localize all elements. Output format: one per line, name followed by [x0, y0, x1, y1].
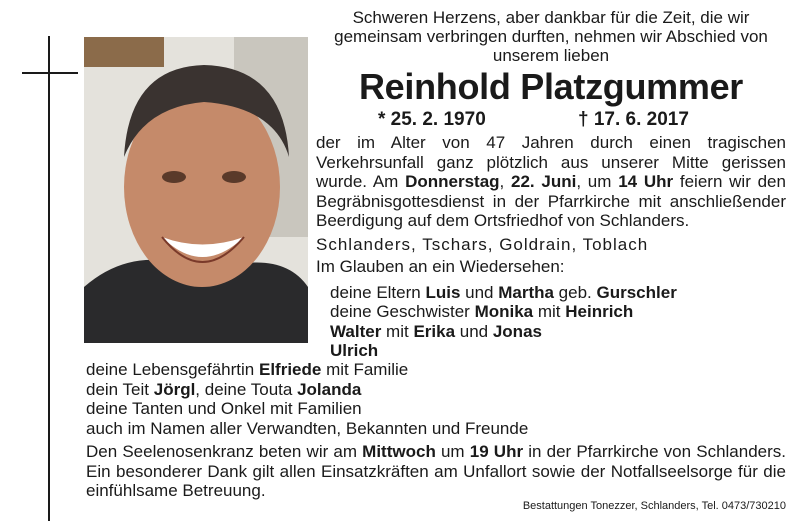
family-list [330, 283, 786, 361]
funeral-home-footer: Bestattungen Tonezzer, Schlanders, Tel. 0473/730210 [522, 500, 786, 512]
intro-text: Schweren Herzens, aber dankbar für die Zeit, die wir gemeinsam verbringen durften, nehmen wir Abschied von unserem lieben [334, 8, 768, 65]
announcement-paragraph: der im Alter von 47 Jahren durch einen tragischen Verkehrsunfall ganz plötzlich aus unserer Mitte gerissen wurde. Am Donnerstag, 22. Juni, um 14 Uhr feiern wir den Begräbnisgottesdienst in der Pfarrkirche mit anschließender Beerdigung auf dem Ortsfriedhof von Schlanders. [316, 133, 786, 230]
death-date: † 17. 6. 2017 [578, 109, 689, 130]
birth-date: * 25. 2. 1970 [378, 109, 486, 130]
deceased-name: Reinhold Platzgummer [358, 66, 744, 107]
mourner-line-godparents: dein Teit Jörgl, deine Touta Jolanda [86, 379, 362, 399]
family-line-parents: deine Eltern Luis und Martha geb. Gurschler [330, 282, 677, 302]
mourners-list [86, 360, 786, 438]
life-dates [316, 107, 786, 133]
places-line: Schlanders, Tschars, Goldrain, Toblach [316, 234, 649, 254]
mourner-line-all: auch im Namen aller Verwandten, Bekannten und Freunde [86, 418, 529, 438]
family-line-siblings: deine Geschwister Monika mit Heinrich [330, 302, 634, 321]
family-line-walter: Walter mit Erika und Jonas [330, 321, 542, 341]
cross-icon [22, 36, 78, 521]
faith-line: Im Glauben an ein Wiedersehen: [316, 256, 565, 276]
mourner-line-partner: deine Lebensgefährtin Elfriede mit Familie [86, 360, 409, 379]
closing-paragraph: Den Seelenosenkranz beten wir am Mittwoch um 19 Uhr in der Pfarrkirche von Schlanders. Ein besonderer Dank gilt allen Einsatzkräften am Unfallort sowie der Notfallseelsorge für die einfühlsame Betreuung. [86, 442, 787, 500]
portrait-photo [84, 37, 308, 343]
text-column [316, 8, 786, 361]
family-line-ulrich: Ulrich [330, 341, 379, 360]
mourner-line-relatives: deine Tanten und Onkel mit Familien [86, 399, 362, 418]
